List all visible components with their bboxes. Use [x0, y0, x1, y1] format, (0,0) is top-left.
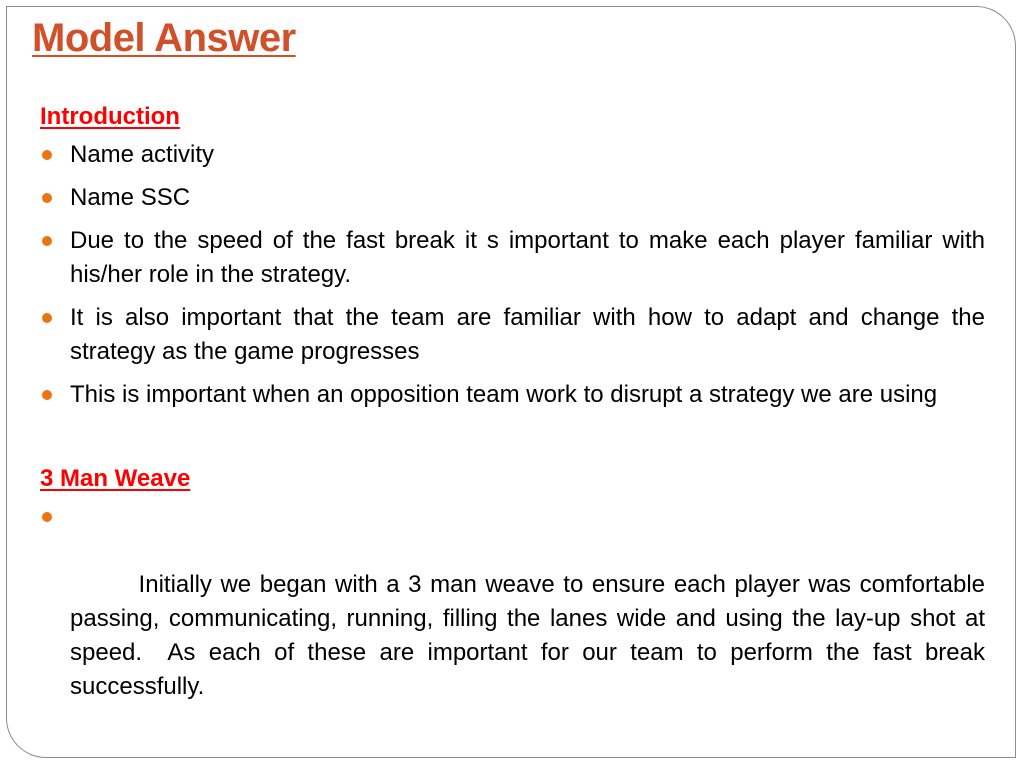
list-item [40, 138, 985, 172]
bullet-text: Name SSC [70, 184, 191, 211]
bullet-text: This is important when an opposition team work to disrupt a strategy we are using [70, 381, 938, 408]
bullet-text: It is also important that the team are familiar with how to adapt and change the strategy as the game progresses [70, 304, 985, 365]
section-heading-3-man-weave: 3 Man Weave [40, 465, 191, 492]
list-item [40, 301, 985, 369]
slide-title: Model Answer [32, 16, 296, 60]
weave-bullet-list [40, 500, 992, 738]
bullet-text: Due to the speed of the fast break it s important to make each player familiar with his/her role in the strategy. [70, 227, 985, 288]
bullet-dot-icon [42, 236, 52, 246]
bullet-dot-icon [42, 512, 52, 522]
section-heading-introduction: Introduction [40, 103, 180, 130]
list-item [40, 181, 985, 215]
slide-content [40, 100, 992, 747]
bullet-text: Initially we began with a 3 man weave to ensure each player was comfortable passing, communicating, running, filling the lanes wide and using the lay-up shot at speed. As each of these are important for our team to perform the fast break successfully. [70, 571, 992, 700]
list-item [40, 500, 992, 738]
introduction-bullet-list [40, 138, 985, 412]
bullet-dot-icon [42, 313, 52, 323]
list-item [40, 378, 985, 412]
bullet-text: Name activity [70, 141, 215, 168]
bullet-dot-icon [42, 193, 52, 203]
bullet-dot-icon [42, 390, 52, 400]
list-item [40, 224, 985, 292]
bullet-dot-icon [42, 150, 52, 160]
